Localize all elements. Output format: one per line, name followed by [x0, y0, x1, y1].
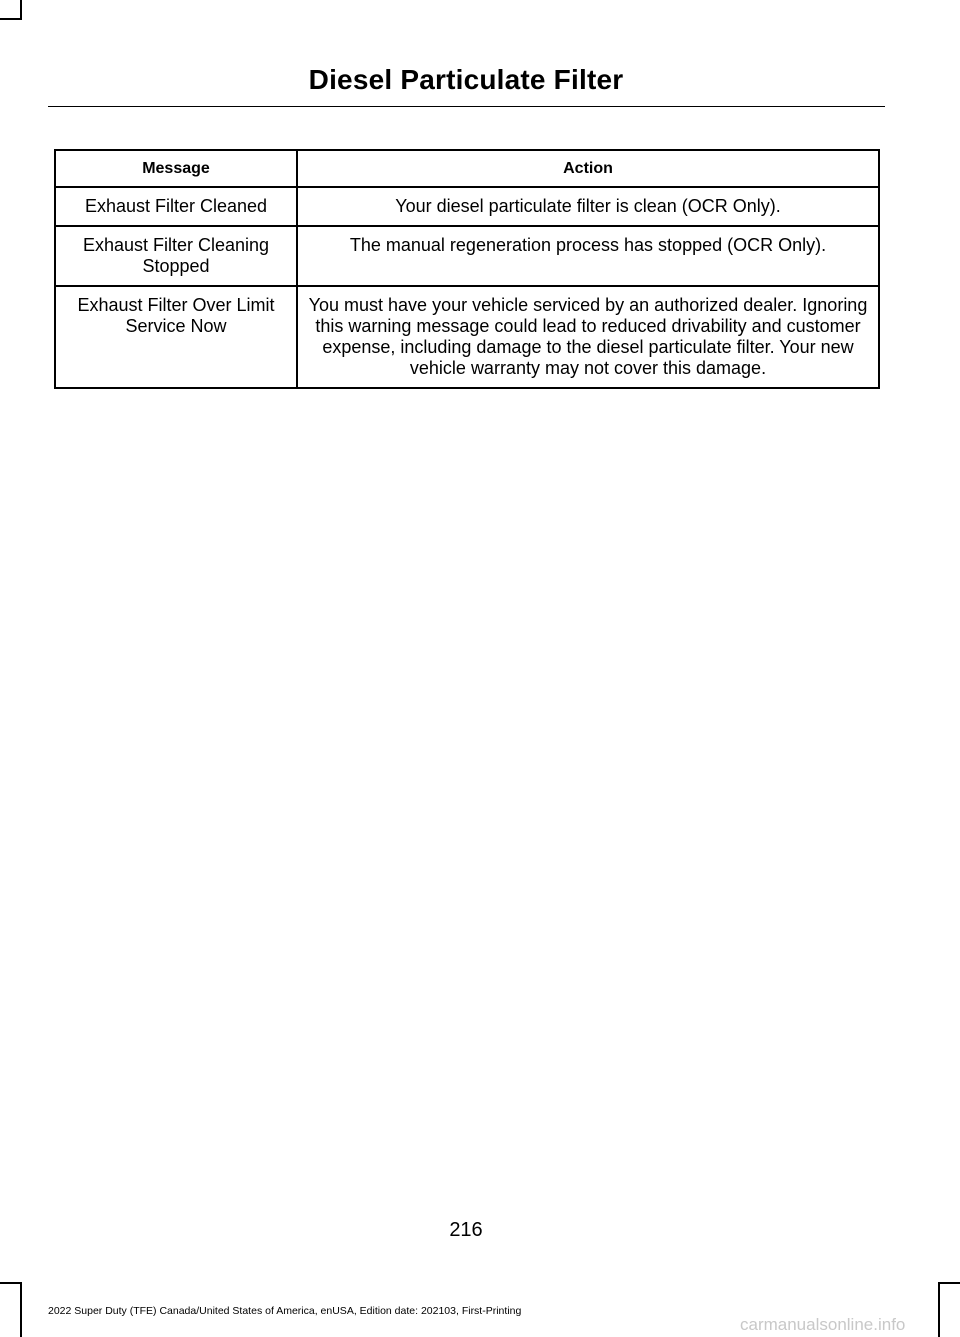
crop-mark-top-left	[0, 18, 20, 20]
message-cell: Exhaust Filter Over Limit Service Now	[55, 286, 297, 388]
crop-mark-bottom-right	[940, 1282, 960, 1284]
title-divider	[48, 106, 885, 107]
message-cell: Exhaust Filter Cleaning Stopped	[55, 226, 297, 286]
crop-mark-bottom-left	[0, 1282, 20, 1284]
watermark: carmanualsonline.info	[740, 1315, 906, 1334]
action-cell: Your diesel particulate filter is clean (OCR Only).	[297, 187, 879, 226]
header-message: Message	[55, 150, 297, 187]
message-cell: Exhaust Filter Cleaned	[55, 187, 297, 226]
header-action: Action	[297, 150, 879, 187]
table-row	[55, 187, 879, 226]
edition-footer: 2022 Super Duty (TFE) Canada/United States of America, enUSA, Edition date: 202103, First-Printing	[48, 1305, 522, 1317]
crop-mark-bottom-right	[938, 1282, 940, 1337]
table-row	[55, 286, 879, 388]
crop-mark-bottom-left	[20, 1282, 22, 1337]
page-number: 216	[449, 1219, 483, 1241]
table-row	[55, 226, 879, 286]
crop-mark-top-left	[20, 0, 22, 20]
table-header-row	[55, 150, 879, 187]
action-cell: You must have your vehicle serviced by an authorized dealer. Ignoring this warning message could lead to reduced drivability and customer expense, including damage to the diesel particulate filter. Your new vehicle warranty may not cover this damage.	[297, 286, 879, 388]
action-cell: The manual regeneration process has stopped (OCR Only).	[297, 226, 879, 286]
message-action-table	[54, 149, 880, 389]
page-title: Diesel Particulate Filter	[308, 64, 624, 95]
